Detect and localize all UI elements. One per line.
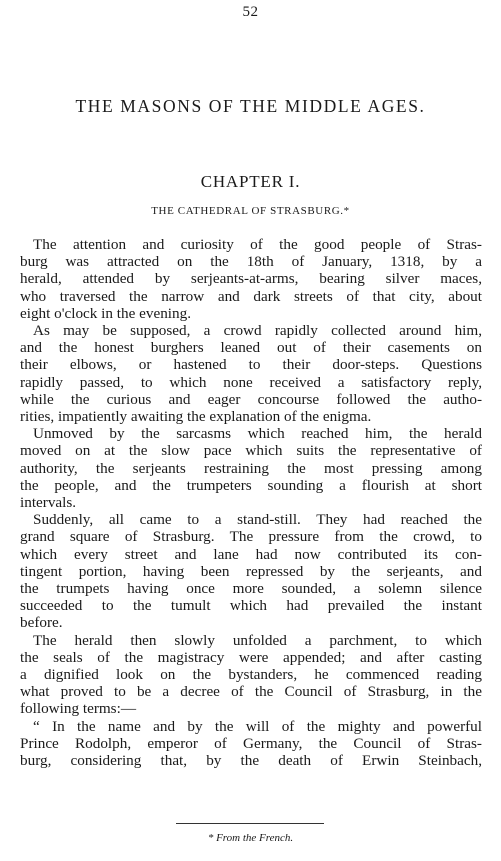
text-line: The attention and curiosity of the good people of Stras- bbox=[33, 236, 482, 253]
paragraph bbox=[20, 511, 482, 631]
text-line: As may be supposed, a crowd rapidly collected around him, bbox=[33, 322, 482, 340]
text-line: a dignified look on the bystanders, he commenced reading bbox=[20, 666, 482, 684]
text-line: before. bbox=[20, 614, 63, 632]
text-line: and the honest burghers leaned out of their casements on bbox=[20, 339, 482, 357]
text-line: moved on at the slow pace which suits the representative of bbox=[20, 442, 482, 460]
footnote: * From the French. bbox=[207, 832, 294, 844]
text-line: the people, and the trumpeters sounding a flourish at short bbox=[20, 476, 482, 494]
text-line: burg, considering that, by the death of Erwin Steinbach, bbox=[20, 752, 482, 770]
page-number: 52 bbox=[242, 4, 259, 20]
paragraph bbox=[20, 322, 482, 425]
text-line: Unmoved by the sarcasms which reached him, the herald bbox=[33, 425, 482, 443]
text-line: the seals of the magistracy were appended; and after casting bbox=[20, 648, 482, 666]
text-line: their elbows, or hastened to their door-steps. Questions bbox=[20, 356, 482, 374]
text-line: herald, attended by serjeants-at-arms, bearing silver maces, bbox=[20, 270, 482, 288]
paragraph bbox=[20, 236, 482, 322]
text-line: grand square of Strasburg. The pressure from the crowd, to bbox=[20, 528, 482, 546]
text-line: Prince Rodolph, emperor of Germany, the Council of Stras- bbox=[20, 734, 482, 752]
paragraph bbox=[20, 718, 482, 770]
text-line: rapidly passed, to which none received a satisfactory reply, bbox=[20, 373, 482, 391]
text-line: who traversed the narrow and dark streets of that city, about bbox=[20, 287, 482, 305]
text-line: The herald then slowly unfolded a parchment, to which bbox=[33, 631, 482, 649]
text-line: succeeded to the tumult which had prevailed the instant bbox=[20, 597, 482, 615]
chapter-heading: CHAPTER I. bbox=[200, 172, 301, 191]
text-line: rities, impatiently awaiting the explanation of the enigma. bbox=[20, 408, 372, 426]
text-line: which every street and lane had now contributed its con- bbox=[20, 545, 482, 563]
text-line: tingent portion, having been repressed by the serjeants, and bbox=[20, 562, 482, 580]
footnote-divider bbox=[176, 823, 324, 824]
paragraph bbox=[20, 632, 482, 718]
text-line: eight o'clock in the evening. bbox=[20, 304, 192, 322]
text-line: while the curious and eager concourse followed the autho- bbox=[20, 390, 482, 408]
text-line: authority, the serjeants restraining the most pressing among bbox=[20, 459, 482, 477]
text-line: intervals. bbox=[20, 494, 77, 512]
paragraph bbox=[20, 425, 482, 511]
text-line: what proved to be a decree of the Council of Strasburg, in the bbox=[20, 683, 482, 701]
text-line: Suddenly, all came to a stand-still. They had reached the bbox=[33, 511, 482, 529]
text-line: “ In the name and by the will of the mighty and powerful bbox=[33, 717, 482, 735]
text-line: following terms:— bbox=[20, 700, 137, 718]
text-line: the trumpets having once more sounded, a solemn silence bbox=[20, 580, 482, 598]
text-line: burg was attracted on the 18th of January, 1318, by a bbox=[20, 253, 482, 271]
chapter-subtitle: THE CATHEDRAL OF STRASBURG.* bbox=[151, 205, 350, 217]
body-text bbox=[20, 236, 482, 769]
page-title: THE MASONS OF THE MIDDLE AGES. bbox=[75, 96, 426, 116]
